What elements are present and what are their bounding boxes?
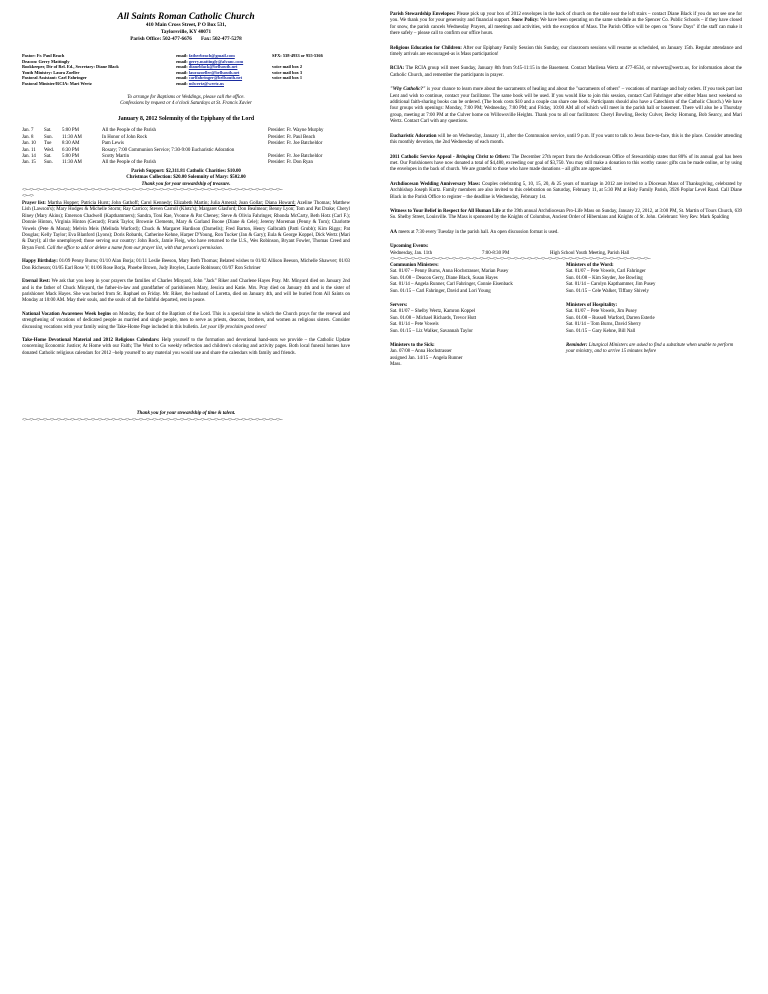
witness-text: at the 39th annual Archdiocesan Pro-Life Mass on Sunday, January 22, 2012, at 3:00 PM, St. Martin of Tours Church, 639 So. Shelby Street, Louisville. The Mass is sponsored by the Knights of Columbus, Ancient Order of Hibernians and Knights of St. John. Celebrant: Very Rev. Mark Spalding (390, 208, 742, 221)
upcoming-desc: High School Youth Meeting, Parish Hall (550, 250, 630, 256)
support-line-2: Christmas Collection: $20.00 Solemnity of Mary: $502.00 (126, 175, 246, 181)
eternal-rest-section (22, 279, 350, 305)
mass-presider: Presider: Fr. Joe Batcheldor (268, 141, 323, 147)
envelopes-label: Parish Stewardship Envelopes: (390, 12, 456, 17)
minister-entry: Sat. 01/07 – Pete Vowels, Carl Fahringer (566, 269, 646, 275)
word-ministers (566, 263, 742, 295)
minister-entry: Sat. 01/07 – Penny Burns, Anna Hochstrasser, Marian Pusey (390, 269, 509, 275)
envelopes-section (390, 12, 742, 38)
parish-address: 410 Main Cross Street, P O Box 531, (145, 22, 227, 28)
adoration-label: Eucharistic Adoration (390, 133, 437, 139)
snow-text: We have been operating on the same schedule as the Spencer Co. Public Schools – if they have closed for snow, the parish cancels Wednesday Prayers, all meetings and activities, with the exception of Mass. The Parish Office will be open on "Snow Days" if the staff can make it there safely – please call to confirm our office hours. (390, 18, 742, 37)
mass-day: Sun. (44, 134, 53, 140)
minister-entry: Sat. 01/14 – Angela Runner, Carl Fahringer, Connie Eisenback (390, 282, 513, 288)
minister-entry: Sun. 01/15 – Carl Fahringer, David and Lori Young (390, 288, 491, 294)
religious-ed-label: Religious Education for Children: (390, 45, 462, 51)
ornament-bottom: <>~<>~<>~<>~<>~<>~<>~<>~<>~<>~<>~<>~<>~<>~<>~<>~<>~<>~<>~<>~<>~<>~<>~<>~<>~<>~<>~<>~<>~<>~<>~<>~<>~<>~<>~<>~<>~<>~ (22, 417, 283, 423)
snow-label: Snow Policy: (511, 18, 539, 24)
minister-entry: Sat. 01/14 – Tom Burns, David Sherry (566, 322, 642, 328)
rest-text: We ask that you keep in your prayers the families of Charles Minyard, John "Jack" Riker and Charlene Hayes Pray. Mr. Minyard died on January 2nd and is the father of Chuck Minyard, the father-in-law and grandfather of parishioners Mary, Jessica and Katie. Mrs. Pray died on January 4th and is the sister of parishioner Mack Hayes. She was buried from St. Raphael on Friday. Mr. Riker, the husband of Loretta, died on January 4th, and will be buried from All Saints on Monday at 10:00 AM. May their souls, and the souls of all the faithful departed, rest in peace. (22, 279, 350, 304)
upcoming-label: Upcoming Events: (390, 244, 429, 250)
minister-entry: Jan. 07/08 – Anna Hochstrasser (390, 349, 452, 355)
office-phone: Parish Office: 502-477-6676 (130, 36, 192, 42)
mass-intention: Scotty Martin (102, 154, 130, 159)
prayer-list (22, 201, 350, 252)
email-link[interactable]: carlfahringer@bellsouth.net (188, 75, 243, 81)
minister-entry: Sat. 01/07 – Pete Vowels, Jim Pusey (566, 309, 638, 315)
staff-extra: SFX: 538-4933 or 955-5366 (272, 53, 323, 58)
ornament-short: <>~<> (22, 194, 34, 200)
prayer-underlined: Martha Hopper; Patricia Hurst; John Gathoff; Carol Kennedy; Elizabeth Martin; Julia Ameral; Joan Gollar; Diana Howard; (47, 201, 296, 207)
fax-number: Fax: 502-477-5278 (200, 36, 242, 42)
vocation-label: National Vocation Awareness Week begins (22, 311, 112, 317)
staff-extra: voice mail box 2 (272, 64, 303, 70)
email-link[interactable]: gerry.mattingly@alvanc.com (188, 58, 244, 64)
prayer-body: Azeline Thomas; Matthew Lish (Lawson's); Mary Hodges & Michelle Storm; Ray Carrico; Steven Carroll (Klotz's); Margaret Glasford; Don Bealmear; Benny Lyon; Tom and Pat Drake; Cheryl Riney (Mary Akins); Emerson Chadwell (Kapthammers); Sandra, Toni Rae, Yvonne & Pat Cheney; Steve & Olivia Fahringer, Rhonda McCarty, Beth Hotz (Carl F.); Donnie Hinton, Virginia Hinton (Gerard); Frank Taylor, Brownie Clements, Mary & Garland Boone (Diane & Cele); Jeremy Moreman (Penny & Tom); Charlotte Vowels (Pete & Mona); Melvin Meis (Melinda Warford); Chuck & Margaret Hardison (Darnells); Fred Barton, Henry Galbraith (Patti Grubb); Kim Riggs; Pat Douglas; Kelly Taylor; Eva Blanford (Lyons); Doris Robards, Catherine Kehne, Harper D'Young, Ron Tucker (Jan & Gary); Eula & George Koppel, Dick Wertz (Mari & Daryl); all the unemployed; those serving our country: John Rock, Jamie Fleig, who have returned to the U.S., Wes Robinson, Bryant Fowler, Thomas Creed and Bryan Ford. (22, 201, 350, 251)
minister-entry: Sat. 01/14 – Pete Vowels (390, 322, 439, 328)
staff-directory (22, 53, 350, 87)
mass-intention: All the People of the Parish (102, 160, 156, 166)
right-column (390, 12, 742, 369)
envelopes-text: Please pick up your box of 2012 envelopes in the back of church on the table near the loft stairs – contact Diane Black if you do not see one for you. We thank you for your generosity and financial support. (390, 12, 742, 24)
appeal-section (390, 155, 742, 174)
minister-entry: Sun. 01/15 – Liz Walker, Savannah Taylor (390, 328, 473, 334)
reminder-text: Liturgical Ministers are asked to find a substitute when unable to perform your ministry, and to arrive 15 minutes before (566, 343, 734, 355)
mass-presider: Presider: Fr. Paul Beach (268, 134, 316, 140)
reminder-label: Reminder: (566, 343, 588, 349)
sick-ministers (390, 343, 566, 369)
birthday-label: Happy Birthday: (22, 259, 58, 265)
staff-role: Pastoral Assistant: Carl Fahringer (22, 75, 87, 81)
minister-entry: Sun. 01/08 – Deacon Gerry, Diane Black, Susan Hayes (390, 275, 498, 281)
mass-presider: Presider: Fr. Wayne Murphy (268, 128, 324, 134)
rcia-label: RCIA: (390, 66, 405, 72)
mass-date: Jan. 14 (22, 154, 36, 159)
witness-section (390, 209, 742, 222)
vocation-tag: Let your life proclaim good news! (200, 324, 267, 330)
upcoming-date: Wednesday, Jan. 11th (390, 250, 433, 256)
sacrament-note: To arrange for Baptisms or Weddings, please call the office. (127, 94, 245, 100)
minister-entry: Mass. (390, 362, 402, 368)
email-link[interactable]: fatherbeach@gmail.com (188, 53, 235, 58)
mass-day: Sat. (44, 128, 52, 134)
email-label: email: (176, 58, 188, 64)
staff-role: Pastoral Minister/RCIA: Mari Wertz (22, 80, 92, 86)
hospitality-label: Ministers of Hospitality: (566, 303, 618, 308)
staff-row (22, 81, 350, 87)
rcia-section (390, 66, 742, 79)
confession-note: Confessions by request or 4 o'clock Saturdays at St. Francis Xavier (120, 100, 252, 106)
anniversary-label: Archdiocesan Wedding Anniversary Mass: (390, 181, 481, 187)
staff-email[interactable] (176, 81, 272, 87)
email-label: email: (176, 64, 188, 70)
left-column (22, 12, 350, 424)
appeal-label: 2011 Catholic Service Appeal - (390, 154, 455, 160)
minister-entry: Sun. 01/08 – Michael Richards, Trevor Hutt (390, 315, 477, 321)
religious-ed-text: After our Epiphany Family Session this Sunday, our classroom sessions will resume as scheduled, on January 15th. Regular attendance and timely arrivals are encouraged-as is Mass participation! (390, 45, 742, 58)
staff-extra (272, 81, 350, 87)
mass-row (22, 160, 350, 166)
why-catholic-section (390, 87, 742, 125)
mass-date: Jan. 7 (22, 128, 34, 134)
aa-text: meets at 7:30 every Tuesday in the parish hall. An open discussion format is used. (398, 229, 559, 235)
email-label: email: (176, 53, 188, 58)
ministers-row-3 (390, 343, 742, 369)
birthday-text: 01/09 Penny Burns; 01/10 Alan Borja; 01/11 Leslie Beeson, Mary Beth Thomas; Belated wishes to 01/02 Allison Beeson, Michelle Shawver; 01/03 Don Richeson; 01/05 Earl Rose V; 01/06 Rose Borja, Phoebe Brown, Judy Broyles, Laurie Robinson; 01/07 Ron Schriner (22, 259, 350, 271)
solemnity-heading: January 8, 2012 Solemnity of the Epiphany of the Lord (117, 116, 255, 123)
sick-label: Ministers to the Sick: (390, 343, 435, 349)
mass-day: Sun. (44, 160, 53, 166)
ornament-divider-right: <>~<>~<>~<>~<>~<>~<>~<>~<>~<>~<>~<>~<>~<>~<>~<>~<>~<>~<>~<>~<>~<>~<>~<>~<>~<>~<>~<>~<>~<>~<>~<>~<>~<>~<>~<>~<>~<>~ (390, 256, 651, 262)
communion-ministers (390, 263, 566, 295)
staff-extra: voice mail box 1 (272, 75, 303, 81)
parish-name: All Saints Roman Catholic Church (117, 12, 255, 22)
staff-extra: voice mail box 3 (272, 69, 303, 75)
takehome-text: Help yourself to the formation and devotional hand-outs we provide – the Catholic Update concerning Economic Justice; At Home with our Faith; The Word to Go weekly reflection and children's coloring and activity pages. Both local funeral homes have donated Catholic religious calendars for 2012 –help yourself to any material you would use and share the calendars with family and friends. (22, 337, 350, 356)
aa-section (390, 230, 742, 236)
mass-presider: Presider: Fr. Joe Batcheldor (268, 154, 323, 159)
appeal-label-italic: Bringing Christ to Others: (456, 154, 511, 160)
vocation-section (22, 312, 350, 331)
why-text: is your chance to learn more about the sacraments of healing and about the "sacraments of others" – vocations of marriage and holy orders. If you took part last Lent and wish to continue, contact your facilitator. The same book will be used. If you would like to join this session, contact Carl Fahringer after either Mass next weekend so additional faith-sharing books can be ordered. (The book costs $10 and a couple can share one book. Participants should also have a Catechism of the Catholic Church.) We have four groups with openings: Monday, 7:00 PM; Wednesday, 7:00 PM; and Friday, 10:00 AM all of which will meet in the parish hall or basement. There will also be a Thursday group, meeting at 7:00 PM at the Culver home on Willowsville Heights. Thank you to all our facilitators: Cheryl Bowling, Becky Culver, Becky Hornung, Bob Searcy, and Mari Wertz. Contact Carl with any questions. (390, 87, 742, 125)
staff-role: Youth Ministry: Laura Zoeller (22, 69, 80, 75)
upcoming-time: 7:00-8:30 PM (482, 250, 510, 256)
support-thanks: Thank you for your stewardship of treasure. (141, 181, 231, 187)
staff-role: Bookkeeper, Dir of Rel. Ed., Secretary: Diane Black (22, 64, 119, 70)
staff-role: Deacon: Gerry Mattingly (22, 58, 70, 64)
support-line-1: Parish Support: $2,311.81 Catholic Charities: $10.00 (131, 168, 241, 174)
closing-thanks: Thank you for your stewardship of time & talent. (136, 411, 236, 417)
email-link[interactable]: mlwertz@wertz.us (188, 80, 224, 86)
prayer-note: Call the office to add or delete a name from our prayer list, with that person's permission. (46, 245, 223, 251)
mass-date: Jan. 11 (22, 147, 36, 153)
communion-label: Communion Ministers: (390, 262, 439, 268)
prayer-label: Prayer list: (22, 201, 46, 207)
mass-intention: Rosary; 7:00 Communion Service; 7:30-9:00 Eucharistic Adoration (102, 147, 235, 153)
appeal-text: The December 27th report from the Archdiocesan Office of Stewardship states that 80% of its annual goal has been met. Our Parishioners have now donated a total of $4,480, exceeding our goal of $3,750. You may still make a donation to this worthy cause: gifts can be made online, or by using the envelopes in the back of church. We are grateful to those who have made donations – all gifts are appreciated. (390, 154, 742, 173)
minister-entry: Sun. 01/15 – Gary Kehne, Bill Nall (566, 328, 636, 334)
mass-date: Jan. 15 (22, 160, 36, 166)
email-label: email: (176, 80, 188, 86)
email-label: email: (176, 69, 188, 75)
mass-time: 5:00 PM (62, 154, 79, 159)
reminder (566, 343, 742, 369)
adoration-section (390, 134, 742, 147)
rest-label: Eternal Rest: (22, 279, 51, 285)
birthday-section (22, 259, 350, 272)
mass-intention: Pam Lewis (102, 141, 124, 147)
mass-presider: Presider: Fr. Don Ryan (268, 160, 313, 166)
ministers-row-1 (390, 263, 742, 295)
mass-time: 11:30 AM (62, 160, 82, 166)
anniversary-section (390, 182, 742, 201)
witness-label: Witness to Your Belief in Respect for All Human Life (390, 208, 501, 214)
minister-entry: Sat. 01/14 – Carolyn Kapthammer, Jim Pusey (566, 282, 656, 288)
email-link[interactable]: laurazoeller@bellsouth.net (188, 69, 240, 75)
anniversary-text: Couples celebrating 5, 10, 15, 20, & 25 years of marriage in 2012 are invited to a Diocesan Mass of Thanksgiving, celebrated by Archbishop Joseph Kurtz. Family members are also invited to this celebration on Saturday, February 11, at 5:30 PM at Holy Family Parish, 3926 Poplar Level Road. Call Diane Black in the Parish Office to register – the deadline is Wednesday, February 1st. (390, 181, 742, 200)
mass-time: 6:30 PM (62, 147, 79, 153)
mass-time: 8:30 AM (62, 141, 80, 147)
mass-date: Jan. 8 (22, 134, 34, 140)
mass-time: 5:00 PM (62, 128, 79, 134)
word-label: Ministers of the Word: (566, 262, 614, 268)
minister-entry: Sun. 01/15 – Cele Walker, Tiffany Shively (566, 288, 649, 294)
mass-intention: In Honor of John Rock (102, 134, 148, 140)
parish-city: Taylorsville, KY 40071 (160, 29, 212, 35)
rcia-text: The RCIA group will meet Sunday, January 8th from 9:45-11:15 in the Basement. Contact Marilena Wertz at 477-8534, or mlwertz@wertz.us, for information about the Catholic Church, and remember the participants in prayer. (390, 66, 742, 78)
religious-ed-section (390, 46, 742, 59)
why-label: "Why Catholic?" (390, 87, 426, 93)
mass-time: 11:30 AM (62, 134, 82, 140)
email-label: email: (176, 75, 188, 81)
takehome-label: Take-Home Devotional Material and 2012 Religious Calendars: (22, 337, 160, 343)
takehome-section (22, 338, 350, 357)
minister-entry: Sun. 01/08 – Russell Warford, Darren Esterle (566, 315, 655, 321)
aa-label: AA (390, 229, 398, 235)
minister-entry: Sat. 01/07 – Shelby Wertz, Kamron Koppel (390, 309, 476, 315)
minister-entry: assigned Jan. 14/15 – Angela Runner (390, 355, 463, 361)
mass-date: Jan. 10 (22, 141, 36, 147)
hospitality-ministers (566, 303, 742, 335)
servers (390, 303, 566, 335)
mass-schedule (22, 128, 350, 166)
email-link[interactable]: dianeblack@bellsouth.net (188, 64, 238, 70)
vocation-text: on Monday, the feast of the Baptism of the Lord. This is a special time in which the Church prays for the renewal and strengthening of vocations of dedicated people as married and single people, men to serve as priests, deacons, brothers, and women as religious sisters. Consider discussing vocations with your family using the Take-Home Page included in this bulletin. (22, 311, 350, 330)
mass-day: Wed. (44, 147, 55, 153)
servers-label: Servers: (390, 303, 408, 308)
parish-phones (22, 36, 350, 43)
ornament-divider: <>~<>~<>~<>~<>~<>~<>~<>~<>~<>~<>~<>~<>~<>~<>~<>~<>~<>~<>~<>~<>~<>~<>~<>~<>~<>~<>~<>~<>~<>~<>~<>~<>~<>~<>~<>~<>~<>~ (22, 188, 283, 194)
mass-day: Sat. (44, 154, 52, 159)
minister-entry: Sun. 01/08 – Kim Snyder, Joe Bowling (566, 275, 643, 281)
mass-intention: All the People of the Parish (102, 128, 156, 134)
mass-day: Tue (44, 141, 52, 147)
adoration-text: will be on Wednesday, January 11, after the Communion service, until 9 p.m. If you want to talk to Jesus face-to-face, this is the place. Consider attending this monthly devotion, the 2nd Wednesday of each month. (390, 133, 742, 146)
ministers-row-2 (390, 303, 742, 335)
staff-role: Pastor: Fr. Paul Beach (22, 53, 65, 58)
